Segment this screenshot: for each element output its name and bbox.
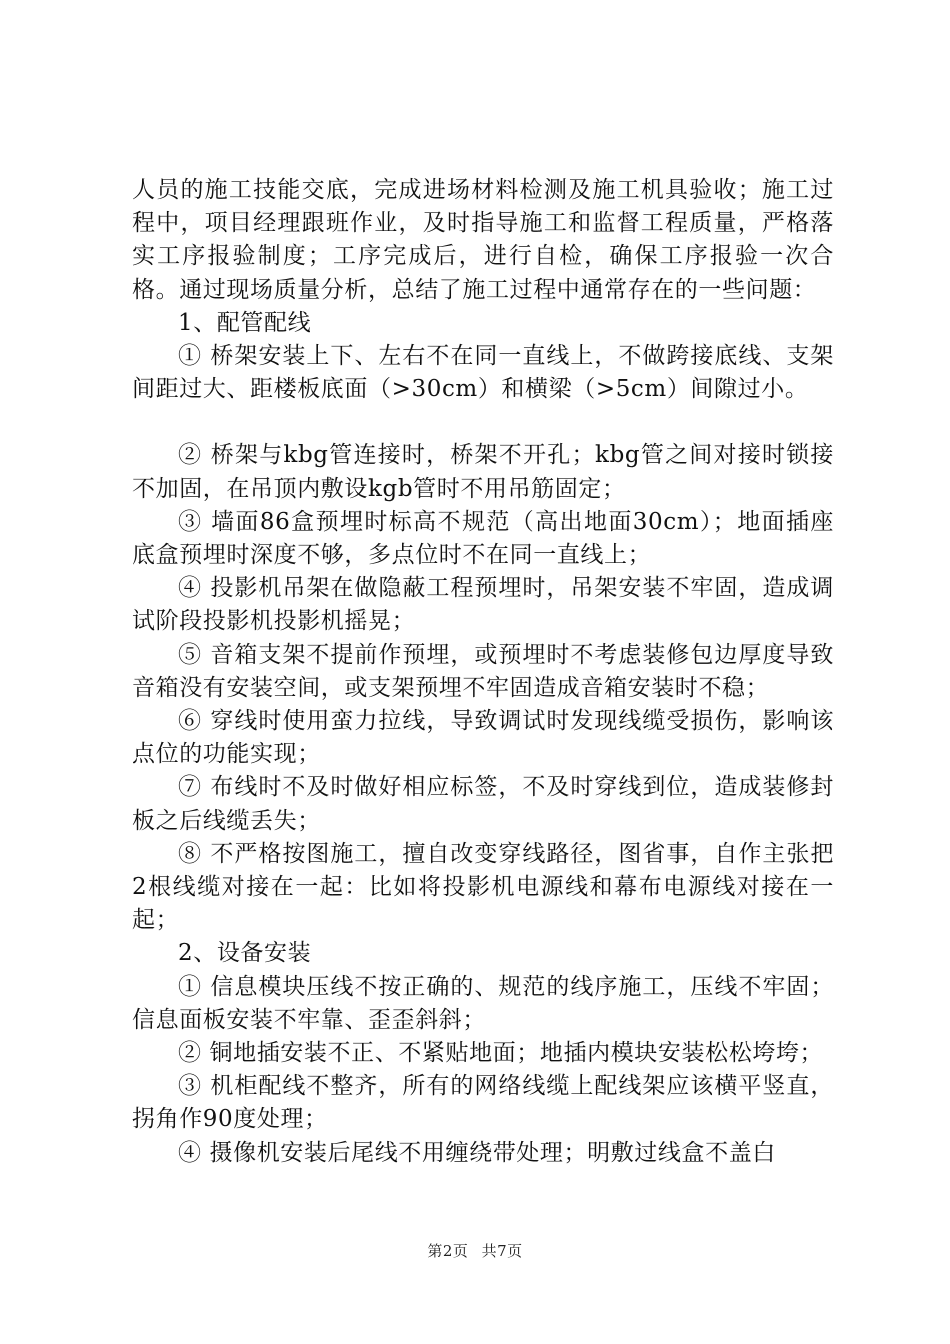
list-item: ① 信息模块压线不按正确的、规范的线序施工，压线不牢固；信息面板安装不牢靠、歪歪斜斜； — [132, 973, 834, 1033]
list-item: ⑤ 音箱支架不提前作预埋，或预埋时不考虑装修包边厚度导致音箱没有安装空间，或支架预埋不牢固造成音箱安装时不稳； — [132, 641, 834, 701]
list-item: ② 铜地插安装不正、不紧贴地面；地插内模块安装松松垮垮； — [178, 1040, 824, 1067]
list-item: ④ 摄像机安装后尾线不用缠绕带处理；明敷过线盒不盖白 — [178, 1139, 776, 1166]
section-heading-equipment: 2、设备安装 — [178, 940, 312, 967]
list-item: ③ 机柜配线不整齐，所有的网络线缆上配线架应该横平竖直，拐角作90度处理； — [132, 1073, 834, 1133]
intro-paragraph: 人员的施工技能交底，完成进场材料检测及施工机具验收；施工过程中，项目经理跟班作业，及时指导施工和监督工程质量，严格落实工序报验制度；工序完成后，进行自检，确保工序报验一次合格。通过现场质量分析，总结了施工过程中通常存在的一些问题： — [132, 177, 834, 303]
list-item: ⑧ 不严格按图施工，擅自改变穿线路径，图省事，自作主张把2根线缆对接在一起：比如将投影机电源线和幕布电源线对接在一起； — [132, 840, 834, 934]
section-heading-wiring: 1、配管配线 — [178, 309, 312, 336]
list-item: ③ 墙面86盒预埋时标高不规范（高出地面30cm）；地面插座底盒预埋时深度不够，多点位时不在同一直线上； — [132, 508, 834, 569]
list-item: ① 桥架安装上下、左右不在同一直线上，不做跨接底线、支架间距过大、距楼板底面（>30cm）和横梁（>5cm）间隙过小。 — [132, 343, 834, 403]
list-item: ⑥ 穿线时使用蛮力拉线，导致调试时发现线缆受损伤，影响该点位的功能实现； — [132, 708, 834, 768]
page-footer — [0, 1240, 950, 1261]
list-item: ⑦ 布线时不及时做好相应标签，不及时穿线到位，造成装修封板之后线缆丢失； — [132, 774, 834, 834]
list-item: ② 桥架与kbg管连接时，桥架不开孔；kbg管之间对接时锁接不加固，在吊顶内敷设kgb管时不用吊筋固定； — [132, 442, 834, 502]
list-item: ④ 投影机吊架在做隐蔽工程预埋时，吊架安装不牢固，造成调试阶段投影机投影机摇晃； — [132, 575, 834, 635]
document-body — [132, 174, 834, 1170]
page-total: 共7页 — [481, 1242, 523, 1260]
page-number: 第2页 — [427, 1242, 469, 1260]
